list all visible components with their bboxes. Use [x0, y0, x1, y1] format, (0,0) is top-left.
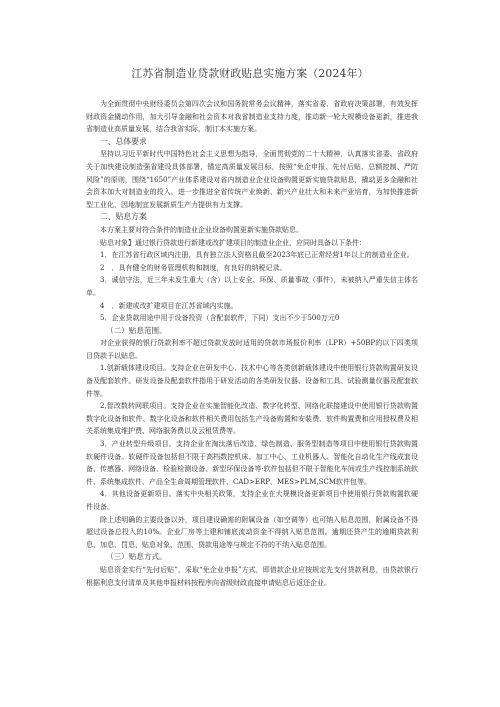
method-paragraph: 贴息资金实行“先付后贴”，采取“免企业申报”方式，即借款企业应按规定先支付贷款利息，由贷款银行根据利息支付清单及其他申报材料按程序向省级财政直接申请贴息后返还企业。 [86, 565, 418, 587]
section-heading-subsidy-plan: 二、贴息方案 [100, 212, 147, 222]
document-body [86, 98, 418, 589]
subsidy-plan-paragraph: 本方案主要对符合条件的制造业企业设备购置更新实施贷款贴息。 [100, 225, 303, 234]
page-title: 江苏省制造业贷款财政贴息实施方案（2024年） [131, 67, 369, 80]
condition-item: 4 ．新建或改扩建项目在江苏省域内实施。 [100, 301, 238, 310]
condition-item: 1．在江苏省行政区域内注册，具有独立法人资格且截至2023年底已正常经营1年以上的制造业企业。 [100, 251, 414, 260]
subsection-heading-method: （三）贴息方式。 [106, 552, 167, 562]
subsidy-target-paragraph: 贴息对象】通过银行贷款进行新建或改扩建项目的制造业企业，应同时具备以下条件： [100, 238, 366, 247]
intro-paragraph: 为全面贯彻中央财经委员会第四次会议和国务院常务会议精神，落实省委、省政府决策部署，有效发挥财政资金撬动作用，加大引导金融和社会资本对我省制造业支持力度，推动新一轮大规模设备更新，推进我省制造业高质量发展，结合我省实际，制订本实施方案。 [86, 100, 418, 134]
scope-paragraph: 对企业获得的银行贷款利率不超过贷款发放时适用的贷款市场报价利率（LPR）+50BP的以下四类项目贷款予以贴息。 [86, 339, 418, 360]
section-heading-general: 一、总体要求 [100, 136, 147, 146]
scope-item: 1.创新载体建设项目。支持企业在研发中心、技术中心等各类创新载体建设中使用银行贷款购置研发设备及配套软件。研发设备及配套软件指用于研发活动的各类研发仪器、设备和工具、试验测量仪器及配套软件等。 [86, 364, 418, 398]
scope-item: 2,智改数转网联项目。支持企业在实施智能化改造、数字化转型、网络化联接建设中使用银行贷款购置数字化设备和软件、数字化设备和软件相关费用包括生产设备购置和安装费、软件购置费和应用授权费及相关系统集成维护费、网络服务费以及云租赁费等。 [86, 402, 418, 436]
scope-note-paragraph: 除上述明确的主要设备以外，项目建设确需的附属设备（如空调等）也可纳入贴息范围，附属设备不得超过设备总投入的10%。企业厂房等土建和铺底流动资金不得纳入贴息范围。逾期还贷产生的逾期贷款利息、加息、罚息，贴息对象、范围、贷款用途等与规定不符的不纳入贴息范围。 [86, 515, 418, 549]
general-requirements-paragraph: 坚持以习近平新时代中国特色社会主义思想为指导，全面贯彻党的二十大精神，认真落实省委、省政府关于加快建设制造强省建设具体部署，锚定高质量发展目标，按照“免企申报、先付后贴、总额控制、严防风险”的原则，围绕“1650”产业体系建设对省内制造业企业设备购置更新实施贷款贴息，撬动更多金融和社会资本加大对制造业的投入，进一步推进全省传统产业焕新、新兴产业壮大和未来产业培育，为加快推进新型工业化，因地制宜发展新质生产力提供有力支撑。 [86, 150, 418, 209]
condition-item: 3．诚信守法，近三年未发生重大（含）以上安全、环保、质量事故（事件），未被纳入严重失信主体名单。 [86, 276, 418, 297]
condition-item: 5．企业贷款用途中用于设备投资（含配套软件，下同）支出不少于500万元0 [100, 314, 340, 323]
subsection-heading-scope: （二）贴息范围。 [106, 325, 167, 335]
scope-item: 4．其他设备更新项目。落实中央相关政策，支持企业在大规模设备更新项目中使用银行贷款购置软硬件设备。 [86, 490, 418, 511]
scope-item: 3．产业转型升级项目。支持企业在淘汰落后改造、绿色制造、服务型制造等项目中使用银行贷款购置软硬件设备。软硬件设备包括但不限于高档数控机床、加工中心、工业机器人、智能化自动化生产线成套设备、传感器、网络设备、检验检测设备、新型环保设备等·软件包括但不限于智能化车间或生产线控制系统软件、系统集成软件、产品全生命周期管理软件、CAD>ERP、MES>PLM,SCM软件包等。 [86, 440, 418, 486]
condition-item: 2 ．具有健全的财务管理机构和制度，有良好的纳税记录。 [100, 263, 287, 272]
